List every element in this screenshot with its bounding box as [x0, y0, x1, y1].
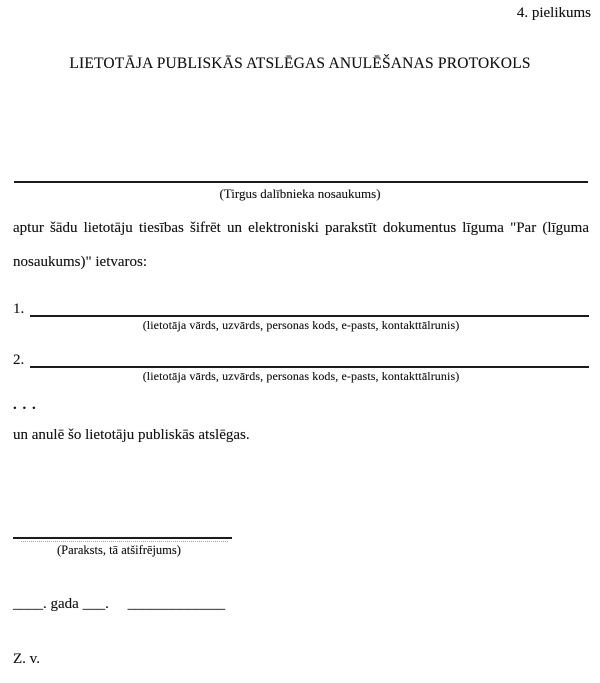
signature-caption: (Paraksts, tā atšifrējums)	[57, 543, 181, 557]
annex-label: 4. pielikums	[516, 5, 591, 21]
intro-paragraph: aptur šādu lietotāju tiesības šifrēt un elektroniski parakstīt dokumentus līguma "Par (līguma nosaukums)" ietvaros:	[13, 220, 589, 270]
revocation-statement: un anulē šo lietotāju publiskās atslēgas.	[13, 427, 250, 443]
user-entry-row	[13, 300, 589, 317]
participant-name-blank-line	[14, 181, 588, 183]
user-entry-caption: (lietotāja vārds, uzvārds, personas kods, e-pasts, kontakttālrunis)	[142, 369, 460, 383]
signature-blank-line	[13, 537, 232, 539]
user-entry-row	[13, 351, 589, 368]
user-entry-blank-line	[30, 366, 589, 368]
seal-placeholder-label: Z. v.	[13, 651, 40, 667]
participant-name-caption: (Tirgus dalībnieka nosaukums)	[219, 186, 381, 201]
user-list-item	[13, 351, 589, 384]
date-blank-line: ____. gada ___. _____________	[13, 596, 226, 612]
user-entry-blank-line	[30, 315, 589, 317]
user-list-item	[13, 300, 589, 333]
page-title: LIETOTĀJA PUBLISKĀS ATSLĒGAS ANULĒŠANAS PROTOKOLS	[69, 55, 531, 72]
item-number: 2.	[13, 352, 25, 368]
user-entry-caption: (lietotāja vārds, uzvārds, personas kods, e-pasts, kontakttālrunis)	[142, 318, 460, 332]
more-items-ellipsis: . . .	[13, 397, 37, 413]
item-number: 1.	[13, 301, 25, 317]
